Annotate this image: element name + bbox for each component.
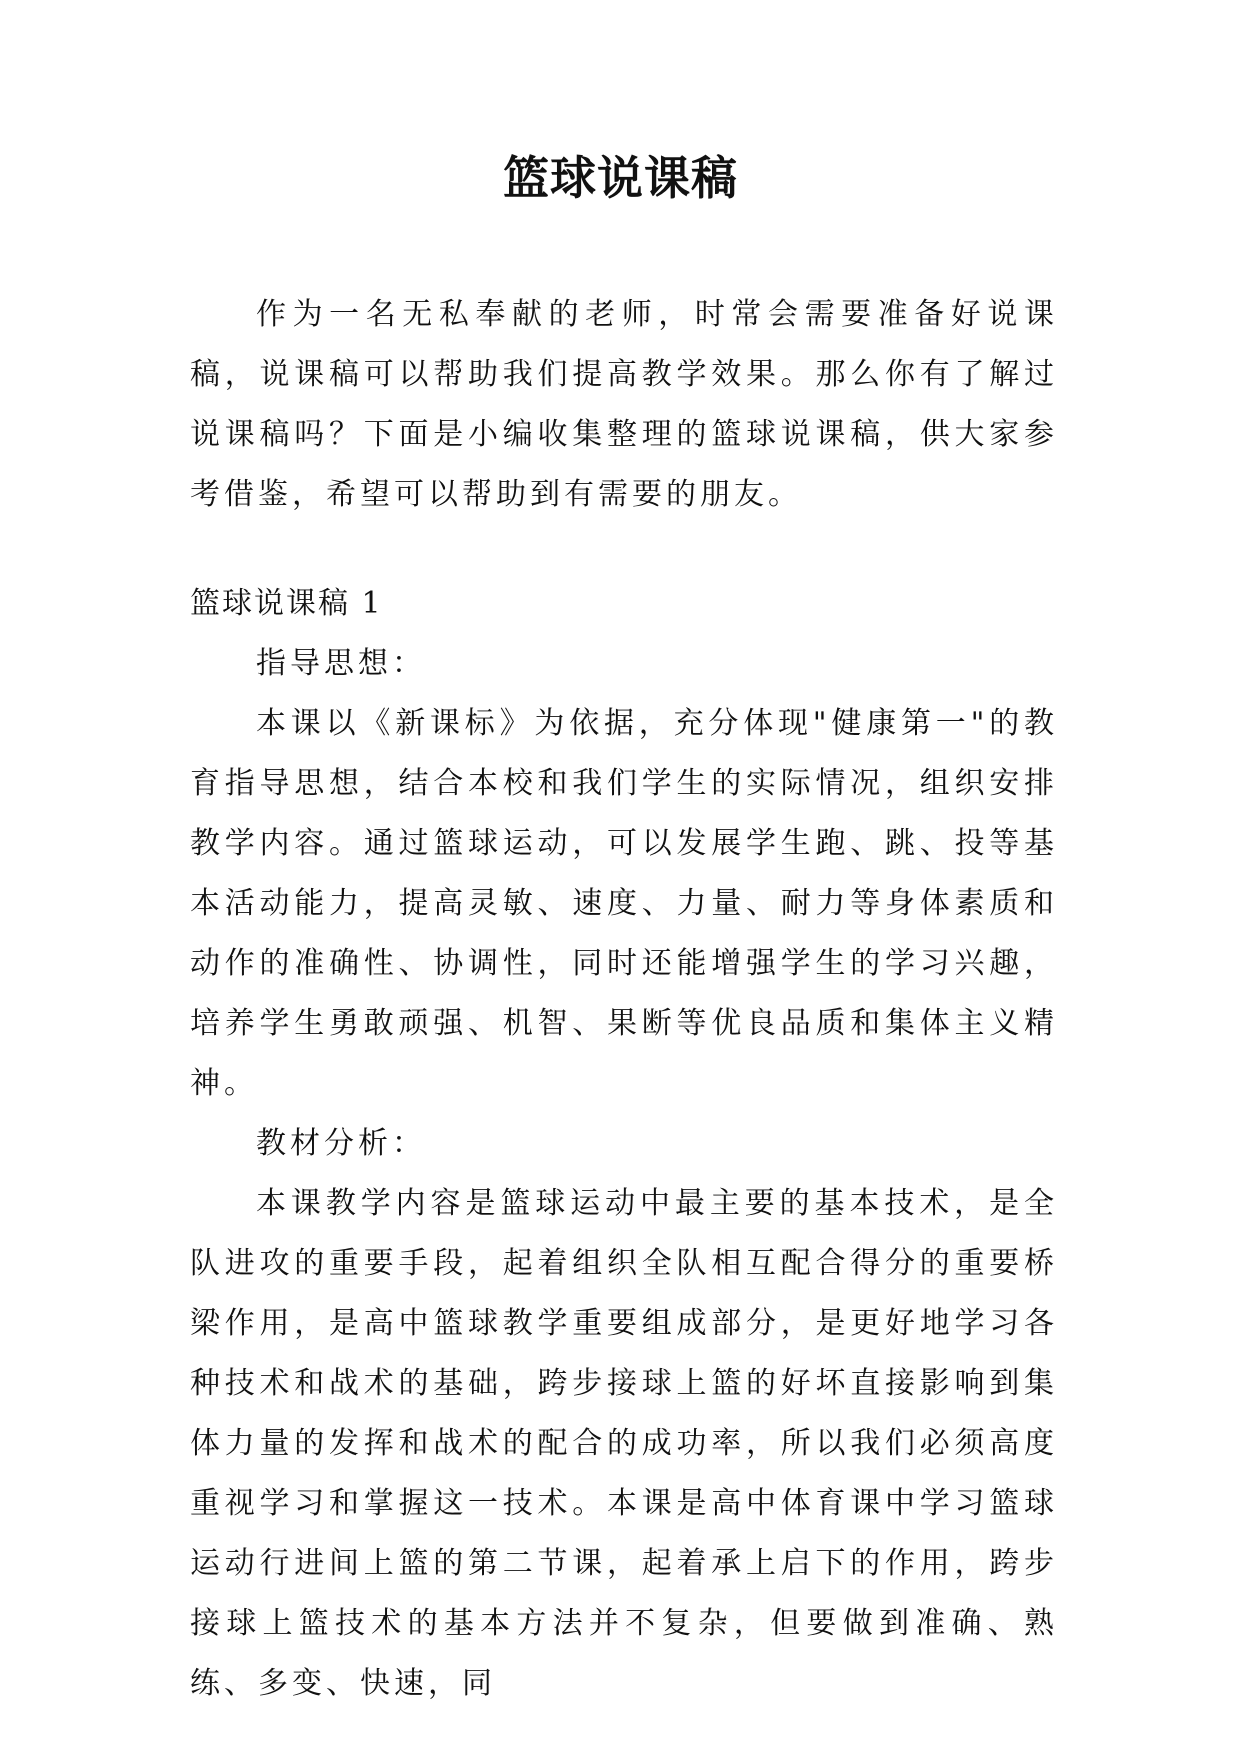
document-title: 篮球说课稿: [503, 151, 738, 205]
paragraph-guiding-thought: 本课以《新课标》为依据，充分体现"健康第一"的教育指导思想，结合本校和我们学生的实际情况，组织安排教学内容。通过篮球运动，可以发展学生跑、跳、投等基本活动能力，提高灵敏、速度、力量、耐力等身体素质和动作的准确性、协调性，同时还能增强学生的学习兴趣，培养学生勇敢顽强、机智、果断等优良品质和集体主义精神。: [190, 706, 1058, 1101]
section-1: [190, 574, 1058, 1714]
subheading-material-analysis: 教材分析：: [256, 1126, 426, 1161]
section-heading: 篮球说课稿 1: [190, 586, 383, 621]
intro-paragraph: 作为一名无私奉献的老师，时常会需要准备好说课稿，说课稿可以帮助我们提高教学效果。那么你有了解过说课稿吗？下面是小编收集整理的篮球说课稿，供大家参考借鉴，希望可以帮助到有需要的朋友。: [190, 297, 1058, 512]
subheading-guiding-thought: 指导思想：: [256, 646, 426, 681]
paragraph-material-analysis: 本课教学内容是篮球运动中最主要的基本技术，是全队进攻的重要手段，起着组织全队相互配合得分的重要桥梁作用，是高中篮球教学重要组成部分，是更好地学习各种技术和战术的基础，跨步接球上篮的好坏直接影响到集体力量的发挥和战术的配合的成功率，所以我们必须高度重视学习和掌握这一技术。本课是高中体育课中学习篮球运动行进间上篮的第二节课，起着承上启下的作用，跨步接球上篮技术的基本方法并不复杂，但要做到准确、熟练、多变、快速，同: [190, 1186, 1058, 1701]
intro-block: [190, 285, 1058, 525]
